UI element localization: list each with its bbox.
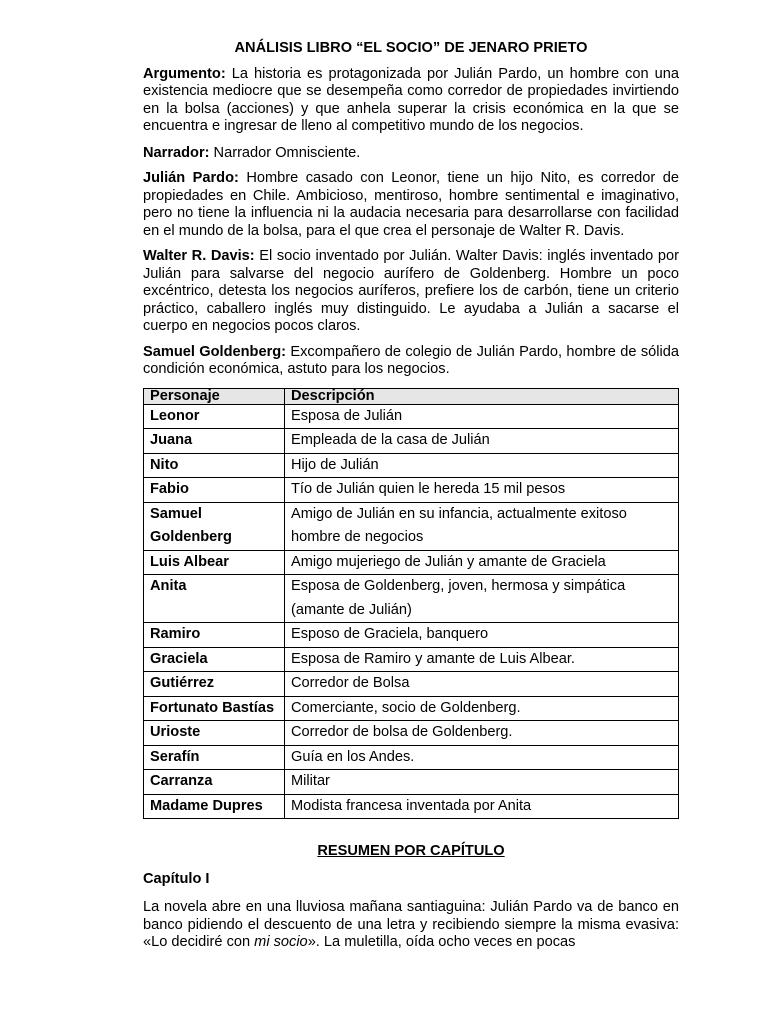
- character-name: Serafín: [144, 745, 285, 770]
- chapter-paragraph: [143, 899, 679, 952]
- character-name: Gutiérrez: [144, 672, 285, 697]
- characters-table: [143, 388, 679, 820]
- character-description: Guía en los Andes.: [285, 745, 679, 770]
- table-row: [144, 696, 679, 721]
- paragraph-label: Julián Pardo:: [143, 170, 239, 186]
- table-row: [144, 794, 679, 819]
- table-row: [144, 672, 679, 697]
- character-name: Carranza: [144, 770, 285, 795]
- paragraph-narrador: [143, 145, 679, 163]
- table-row: [144, 721, 679, 746]
- character-name: Anita: [144, 575, 285, 623]
- character-description: Corredor de bolsa de Goldenberg.: [285, 721, 679, 746]
- character-name: Luis Albear: [144, 550, 285, 575]
- character-description: Comerciante, socio de Goldenberg.: [285, 696, 679, 721]
- document-body: [143, 40, 679, 960]
- character-description: Corredor de Bolsa: [285, 672, 679, 697]
- table-row: [144, 429, 679, 454]
- character-name: Fortunato Bastías: [144, 696, 285, 721]
- summary-heading: RESUMEN POR CAPÍTULO: [317, 843, 505, 859]
- character-name: Graciela: [144, 647, 285, 672]
- paragraph-walter-davis: [143, 248, 679, 336]
- paragraph-julian-pardo: [143, 170, 679, 240]
- paragraph-text: Excompañero de colegio de Julián Pardo, hombre de sólida condición económica, astuto para los negocios.: [143, 343, 679, 377]
- paragraph-argumento: [143, 66, 679, 136]
- chapter-text-start: La novela abre en una lluviosa mañana santiaguina: Julián Pardo va de banco en banco pidiendo el descuento de una letra y recibiendo siempre la misma evasiva: «Lo decidiré con: [143, 899, 679, 950]
- document-title: ANÁLISIS LIBRO “EL SOCIO” DE JENARO PRIETO: [234, 40, 588, 56]
- character-name: Leonor: [144, 404, 285, 429]
- paragraph-text: La historia es protagonizada por Julián Pardo, un hombre con una existencia mediocre que se desempeña como corredor de propiedades invirtiendo en la bolsa (acciones) y que anhela superar la crisis económica en la que se encuentra e ingresar de lleno al competitivo mundo de los negocios.: [143, 65, 679, 134]
- character-description: Esposa de Goldenberg, joven, hermosa y simpática (amante de Julián): [285, 575, 679, 623]
- paragraph-label: Narrador:: [143, 144, 210, 161]
- table-header-row: [144, 388, 679, 404]
- character-description: Amigo mujeriego de Julián y amante de Graciela: [285, 550, 679, 575]
- character-name: Nito: [144, 453, 285, 478]
- paragraph-label: Walter R. Davis:: [143, 248, 255, 264]
- table-row: [144, 478, 679, 503]
- character-name: Samuel Goldenberg: [144, 502, 285, 550]
- character-description: Hijo de Julián: [285, 453, 679, 478]
- character-description: Modista francesa inventada por Anita: [285, 794, 679, 819]
- character-name: Juana: [144, 429, 285, 454]
- character-name: Fabio: [144, 478, 285, 503]
- character-description: Esposa de Julián: [285, 404, 679, 429]
- table-row: [144, 453, 679, 478]
- table-row: [144, 502, 679, 550]
- chapter-text-italic: mi socio: [254, 934, 308, 950]
- table-row: [144, 647, 679, 672]
- character-name: Ramiro: [144, 623, 285, 648]
- character-name: Madame Dupres: [144, 794, 285, 819]
- table-row: [144, 404, 679, 429]
- character-description: Esposa de Ramiro y amante de Luis Albear.: [285, 647, 679, 672]
- character-name: Urioste: [144, 721, 285, 746]
- character-description: Tío de Julián quien le hereda 15 mil pesos: [285, 478, 679, 503]
- paragraph-label: Samuel Goldenberg:: [143, 343, 287, 360]
- character-description: Amigo de Julián en su infancia, actualmente exitoso hombre de negocios: [285, 502, 679, 550]
- character-description: Empleada de la casa de Julián: [285, 429, 679, 454]
- table-row: [144, 770, 679, 795]
- table-row: [144, 745, 679, 770]
- table-row: [144, 550, 679, 575]
- column-header-personaje: Personaje: [144, 388, 285, 404]
- paragraph-text: Hombre casado con Leonor, tiene un hijo Nito, es corredor de propiedades en Chile. Ambicioso, mentiroso, hombre sentimental e imaginativo, pero no tiene la influencia ni la audacia necesaria para desarrollarse con facilidad en el mundo de la bolsa, para el que crea el personaje de Walter R. Davis.: [143, 170, 679, 239]
- character-description: Esposo de Graciela, banquero: [285, 623, 679, 648]
- chapter-text-end: ». La muletilla, oída ocho veces en pocas: [307, 934, 576, 950]
- paragraph-label: Argumento:: [143, 65, 226, 82]
- paragraph-text: Narrador Omnisciente.: [209, 144, 361, 161]
- paragraph-samuel-goldenberg: [143, 344, 679, 379]
- paragraph-text: El socio inventado por Julián. Walter Davis: inglés inventado por Julián para salvarse del negocio aurífero de Goldenberg. Hombre un poco excéntrico, detesta los negocios auríferos, prefiere los de carbón, tiene un criterio práctico, caballero inglés muy distinguido. Le ayudaba a Julián a sacarse el cuerpo en negocios pocos claros.: [143, 248, 679, 334]
- column-header-descripcion: Descripción: [285, 388, 679, 404]
- table-row: [144, 575, 679, 623]
- table-row: [144, 623, 679, 648]
- character-description: Militar: [285, 770, 679, 795]
- chapter-heading: Capítulo I: [143, 870, 210, 887]
